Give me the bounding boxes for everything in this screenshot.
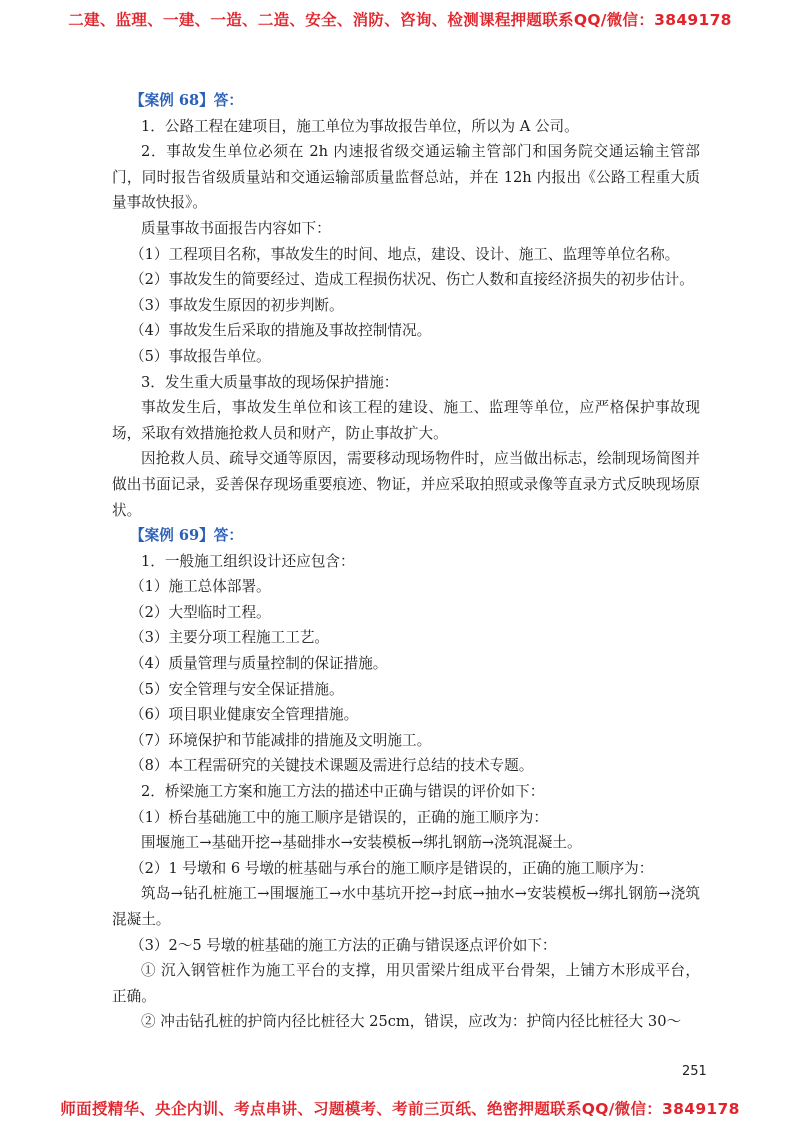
document-body bbox=[112, 88, 700, 1035]
case68-paragraph-3: 质量事故书面报告内容如下： bbox=[141, 219, 331, 237]
page-number: 251 bbox=[682, 1064, 707, 1079]
case69-paragraph-6: 筑岛→钻孔桩施工→围堰施工→水中基坑开挖→封底→抽水→安装模板→绑扎钢筋→浇筑混凝土。 bbox=[112, 885, 700, 928]
case69-item-4: （4）质量管理与质量控制的保证措施。 bbox=[130, 655, 388, 673]
case68-paragraph-1: 1．公路工程在建项目，施工单位为事故报告单位，所以为 A 公司。 bbox=[141, 117, 579, 135]
case69-paragraph-4: 围堰施工→基础开挖→基础排水→安装模板→绑扎钢筋→浇筑混凝土。 bbox=[141, 834, 582, 852]
case69-item-1: （1）施工总体部署。 bbox=[130, 578, 271, 596]
case68-heading: 【案例 68】答： bbox=[130, 92, 243, 109]
case68-item-4: （4）事故发生后采取的措施及事故控制情况。 bbox=[130, 322, 432, 340]
case69-heading: 【案例 69】答： bbox=[130, 527, 243, 545]
case69-item-2: （2）大型临时工程。 bbox=[130, 603, 271, 621]
case69-paragraph-7: （3）2～5 号墩的桩基础的施工方法的正确与错误逐点评价如下： bbox=[130, 936, 557, 954]
case68-paragraph-4: 3．发生重大质量事故的现场保护措施： bbox=[141, 373, 399, 391]
case69-item-7: （7）环境保护和节能减排的措施及文明施工。 bbox=[130, 731, 432, 749]
case68-item-2: （2）事故发生的简要经过、造成工程损伤状况、伤亡人数和直接经济损失的初步估计。 bbox=[130, 271, 694, 289]
case69-item-8: （8）本工程需研究的关键技术课题及需进行总结的技术专题。 bbox=[130, 757, 534, 775]
case69-paragraph-3: （1）桥台基础施工中的施工顺序是错误的，正确的施工顺序为： bbox=[130, 808, 548, 826]
case69-paragraph-2: 2．桥梁施工方案和施工方法的描述中正确与错误的评价如下： bbox=[141, 783, 545, 801]
case68-paragraph-2: 2．事故发生单位必须在 2h 内速报省级交通运输主管部门和国务院交通运输主管部门，同时报告省级质量站和交通运输部质量监督总站，并在 12h 内报出《公路工程重大质量事故快报》。 bbox=[112, 143, 700, 212]
case69-paragraph-9: ② 冲击钻孔桩的护筒内径比桩径大 25cm，错误，应改为：护筒内径比桩径大 30～ bbox=[141, 1013, 682, 1031]
case69-paragraph-5: （2）1 号墩和 6 号墩的桩基础与承台的施工顺序是错误的，正确的施工顺序为： bbox=[130, 859, 654, 877]
case68-item-1: （1）工程项目名称，事故发生的时间、地点，建设、设计、施工、监理等单位名称。 bbox=[130, 245, 680, 263]
case69-item-6: （6）项目职业健康安全管理措施。 bbox=[130, 706, 359, 724]
case68-paragraph-5: 事故发生后，事故发生单位和该工程的建设、施工、监理等单位，应严格保护事故现场，采取有效措施抢救人员和财产，防止事故扩大。 bbox=[112, 399, 700, 442]
case68-item-5: （5）事故报告单位。 bbox=[130, 347, 271, 365]
case69-item-5: （5）安全管理与安全保证措施。 bbox=[130, 680, 344, 698]
top-banner: 二建、监理、一建、一造、二造、安全、消防、咨询、检测课程押题联系QQ/微信：3849178 bbox=[68, 11, 732, 29]
case69-paragraph-1: 1．一般施工组织设计还应包含： bbox=[141, 552, 355, 570]
case68-paragraph-6: 因抢救人员、疏导交通等原因，需要移动现场物件时，应当做出标志，绘制现场简图并做出书面记录，妥善保存现场重要痕迹、物证，并应采取拍照或录像等直录方式反映现场原状。 bbox=[112, 450, 700, 519]
case68-item-3: （3）事故发生原因的初步判断。 bbox=[130, 296, 344, 314]
bottom-banner: 师面授精华、央企内训、考点串讲、习题模考、考前三页纸、绝密押题联系QQ/微信：3849178 bbox=[60, 1100, 740, 1118]
case69-item-3: （3）主要分项工程施工工艺。 bbox=[130, 629, 330, 647]
case69-paragraph-8: ① 沉入钢管桩作为施工平台的支撑，用贝雷梁片组成平台骨架，上铺方木形成平台，正确。 bbox=[112, 962, 700, 1005]
